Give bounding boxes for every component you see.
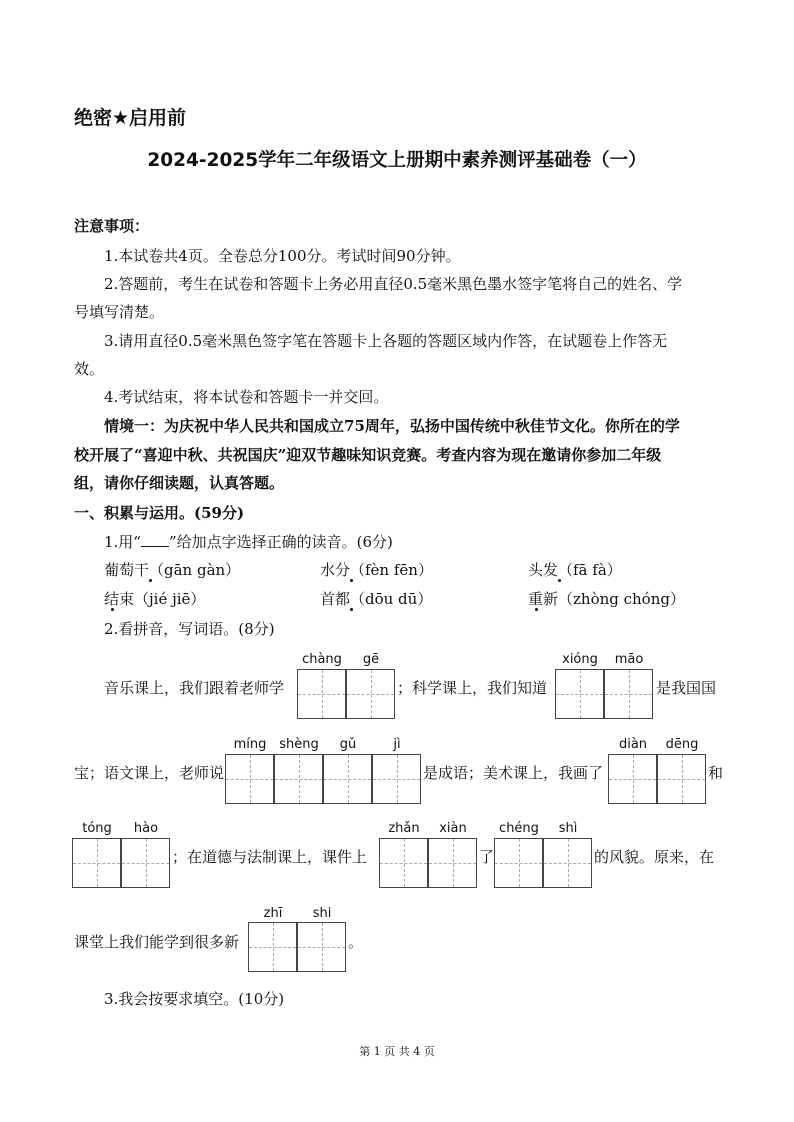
note-item-3-line-2: 效。 [74, 360, 105, 378]
writing-grid-cell[interactable] [346, 669, 395, 719]
writing-grid-cell[interactable] [297, 922, 346, 972]
writing-grid-cell[interactable] [121, 838, 170, 888]
pinyin-tong: tóng [82, 821, 112, 836]
q2-text-4: 宝；语文课上，老师说 [74, 764, 225, 782]
pinyin-ji: jì [393, 737, 401, 752]
question-1-prompt [104, 531, 393, 552]
emphasis-dot [558, 579, 561, 582]
writing-grid-cell[interactable] [657, 754, 706, 804]
note-item-3-line-1: 3.请用直径0.5毫米黑色签字笔在答题卡上各题的答题区域内作答，在试题卷上作答无 [104, 332, 668, 350]
page-number: 第 1 页 共 4 页 [359, 1045, 435, 1058]
q2-text-1: 音乐课上，我们跟着老师学 [104, 679, 285, 697]
pinyin-shi: shì [558, 821, 578, 836]
pinyin-ming: míng [233, 737, 267, 752]
pinyin-zhi: zhī [263, 906, 283, 921]
q2-text-5: 是成语；美术课上，我画了 [423, 764, 604, 782]
question-2-prompt: 2.看拼音，写词语。(8分) [104, 620, 275, 638]
pinyin-xian: xiàn [439, 821, 467, 836]
pinyin-xiong: xióng [562, 652, 598, 667]
pinyin-zhan: zhǎn [388, 821, 420, 836]
note-item-4: 4.考试结束，将本试卷和答题卡一并交回。 [104, 388, 389, 406]
pinyin-chang: chàng [302, 652, 342, 667]
q1-option-3[interactable]: 头发（fā fà） [528, 561, 622, 579]
question-3-prompt: 3.我会按要求填空。(10分) [104, 990, 285, 1008]
writing-grid-cell[interactable] [323, 754, 372, 804]
writing-grid-cell[interactable] [274, 754, 323, 804]
writing-grid-cell[interactable] [72, 838, 121, 888]
q1-option-1[interactable]: 葡萄干（gān gàn） [104, 561, 241, 579]
pinyin-deng: dēng [665, 737, 699, 752]
q2-text-8: 了 [479, 848, 495, 866]
writing-grid-cell[interactable] [372, 754, 421, 804]
q1-option-4[interactable]: 结束（jié jiē） [104, 590, 206, 608]
pinyin-hao: hào [133, 821, 159, 836]
writing-grid-cell[interactable] [428, 838, 477, 888]
emphasis-dot [149, 579, 152, 582]
pinyin-shi-2: shi [312, 906, 332, 921]
writing-grid-cell[interactable] [604, 669, 653, 719]
q2-text-3: 是我国国 [656, 679, 717, 697]
writing-grid-cell[interactable] [543, 838, 592, 888]
emphasis-dot [111, 608, 114, 611]
confidential-label: 绝密★启用前 [74, 107, 187, 129]
scenario-line-1: 情境一：为庆祝中华人民共和国成立75周年，弘扬中国传统中秋佳节文化。你所在的学 [104, 417, 680, 435]
section-1-heading: 一、积累与运用。(59分) [74, 504, 245, 522]
q2-text-2: ；科学课上，我们知道 [397, 679, 548, 697]
pinyin-cheng: chéng [499, 821, 539, 836]
pinyin-dian: diàn [618, 737, 648, 752]
note-item-2-line-1: 2.答题前，考生在试卷和答题卡上务必用直径0.5毫米黑色墨水签字笔将自己的姓名、学 [104, 275, 683, 293]
writing-grid-cell[interactable] [555, 669, 604, 719]
q1-option-5[interactable]: 首都（dōu dū） [320, 590, 433, 608]
pinyin-gu: gǔ [339, 737, 357, 752]
writing-grid-cell[interactable] [379, 838, 428, 888]
pinyin-mao: māo [614, 652, 644, 667]
pinyin-ge: gē [362, 652, 380, 667]
q2-text-9: 的风貌。原来，在 [594, 848, 715, 866]
pinyin-sheng: shèng [279, 737, 319, 752]
notes-heading: 注意事项： [74, 217, 150, 235]
writing-grid-cell[interactable] [608, 754, 657, 804]
writing-grid-cell[interactable] [297, 669, 346, 719]
emphasis-dot [350, 579, 353, 582]
emphasis-dot [350, 608, 353, 611]
writing-grid-cell[interactable] [494, 838, 543, 888]
question-1-suffix: ”给加点字选择正确的读音。(6分) [168, 533, 393, 551]
question-1-prefix: 1.用“ [104, 533, 141, 551]
answer-blank-sample [141, 534, 169, 547]
writing-grid-cell[interactable] [225, 754, 274, 804]
writing-grid-cell[interactable] [248, 922, 297, 972]
emphasis-dot [535, 608, 538, 611]
q1-option-2[interactable]: 水分（fèn fēn） [320, 561, 433, 579]
q2-text-7: ；在道德与法制课上，课件上 [172, 848, 368, 866]
scenario-line-3: 组，请你仔细读题，认真答题。 [74, 474, 285, 492]
scenario-line-2: 校开展了“喜迎中秋、共祝国庆”迎双节趣味知识竞赛。考查内容为现在邀请你参加二年级 [74, 446, 662, 464]
q2-text-11: 。 [348, 933, 364, 951]
q2-text-10: 课堂上我们能学到很多新 [74, 933, 240, 951]
q1-option-6[interactable]: 重新（zhòng chóng） [528, 590, 685, 608]
note-item-2-line-2: 号填写清楚。 [74, 303, 165, 321]
note-item-1: 1.本试卷共4页。全卷总分100分。考试时间90分钟。 [104, 247, 461, 265]
q2-text-6: 和 [708, 764, 724, 782]
exam-title: 2024-2025学年二年级语文上册期中素养测评基础卷（一） [147, 150, 647, 171]
